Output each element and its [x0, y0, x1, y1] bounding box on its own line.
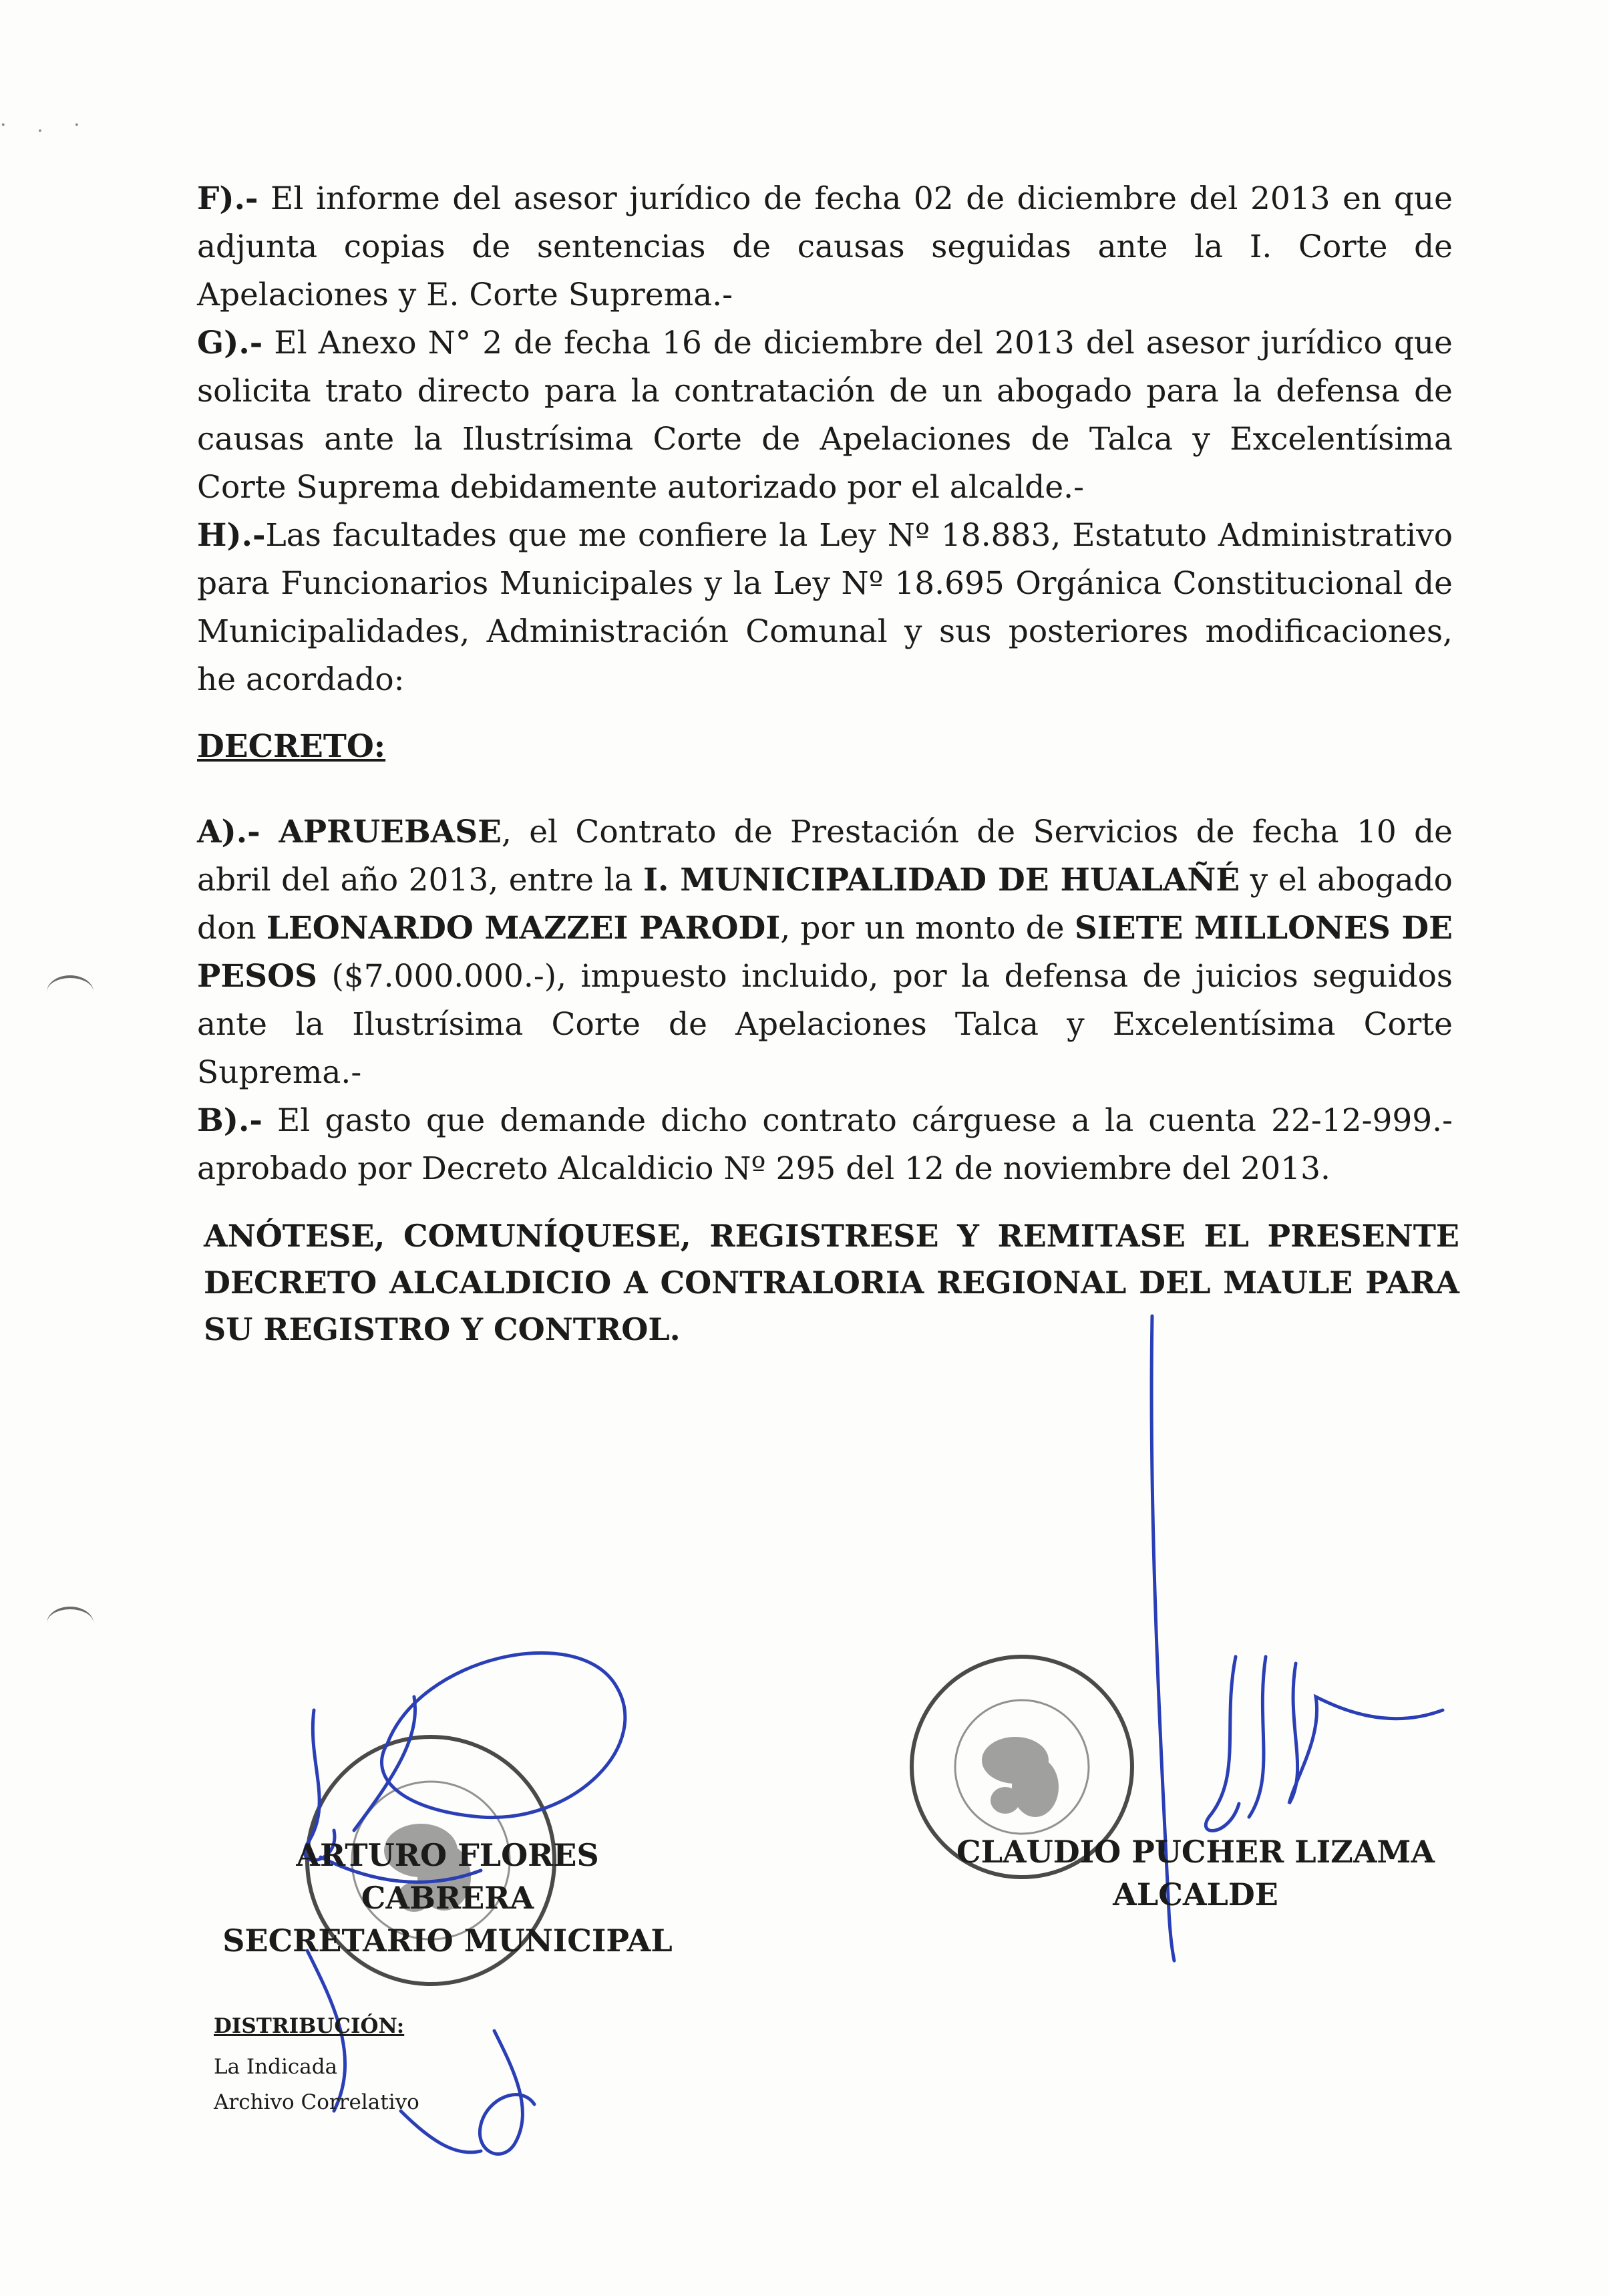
- distribution-title: DISTRIBUCIÓN:: [214, 2014, 405, 2038]
- considerations-block: [197, 175, 1453, 704]
- distribution-item: Archivo Correlativo: [214, 2090, 419, 2114]
- mayor-name: CLAUDIO PUCHER LIZAMA: [956, 1834, 1435, 1870]
- punch-hole-mark: [47, 975, 94, 1009]
- distribution-item: La Indicada: [214, 2055, 338, 2079]
- distribution-list: [214, 2049, 419, 2120]
- consideration-f: F).- El informe del asesor jurídico de fecha 02 de diciembre del 2013 en que adjunta copias de sentencias de causas seguidas ante la I. Corte de Apelaciones y E. Corte Suprema.-: [197, 180, 1453, 313]
- resolution-b: B).- El gasto que demande dicho contrato cárguese a la cuenta 22-12-999.- aprobado por Decreto Alcaldicio Nº 295 del 12 de noviembre del 2013.: [197, 1102, 1453, 1187]
- closing-order: ANÓTESE, COMUNÍQUESE, REGISTRESE Y REMITASE EL PRESENTE DECRETO ALCALDICIO A CONTRALORIA REGIONAL DEL MAULE PARA SU REGISTRO Y CONTROL.: [204, 1218, 1459, 1347]
- mayor-signature-block: [948, 1830, 1443, 1916]
- secretary-title: SECRETARIO MUNICIPAL: [222, 1923, 673, 1959]
- scan-specks: · . ·: [0, 114, 92, 137]
- punch-hole-mark: [47, 1607, 94, 1640]
- secretary-name: ARTURO FLORES CABRERA: [296, 1837, 599, 1916]
- secretary-signature-block: [207, 1834, 688, 1962]
- consideration-g: G).- El Anexo N° 2 de fecha 16 de diciembre del 2013 del asesor jurídico que solicita trato directo para la contratación de un abogado para la defensa de causas ante la Ilustrísima Corte de Apelaciones de Talca y Excelentísima Corte Suprema debidamente autorizado por el alcalde.-: [197, 325, 1453, 506]
- resolution-a: A).- APRUEBASE, el Contrato de Prestación de Servicios de fecha 10 de abril del año 2013, entre la I. MUNICIPALIDAD DE HUALAÑÉ y el abogado don LEONARDO MAZZEI PARODI, por un monto de SIETE MILLONES DE PESOS ($7.000.000.-), impuesto incluido, por la defensa de juicios seguidos ante la Ilustrísima Corte de Apelaciones Talca y Excelentísima Corte Suprema.-: [197, 814, 1453, 1091]
- mayor-title: ALCALDE: [1113, 1876, 1278, 1913]
- decreto-heading: DECRETO:: [197, 728, 386, 765]
- resolutions-block: [197, 808, 1453, 1193]
- consideration-h: H).-Las facultades que me confiere la Ley Nº 18.883, Estatuto Administrativo para Funcionarios Municipales y la Ley Nº 18.695 Orgánica Constitucional de Municipalidades, Administración Comunal y sus posteriores modificaciones, he acordado:: [197, 517, 1453, 698]
